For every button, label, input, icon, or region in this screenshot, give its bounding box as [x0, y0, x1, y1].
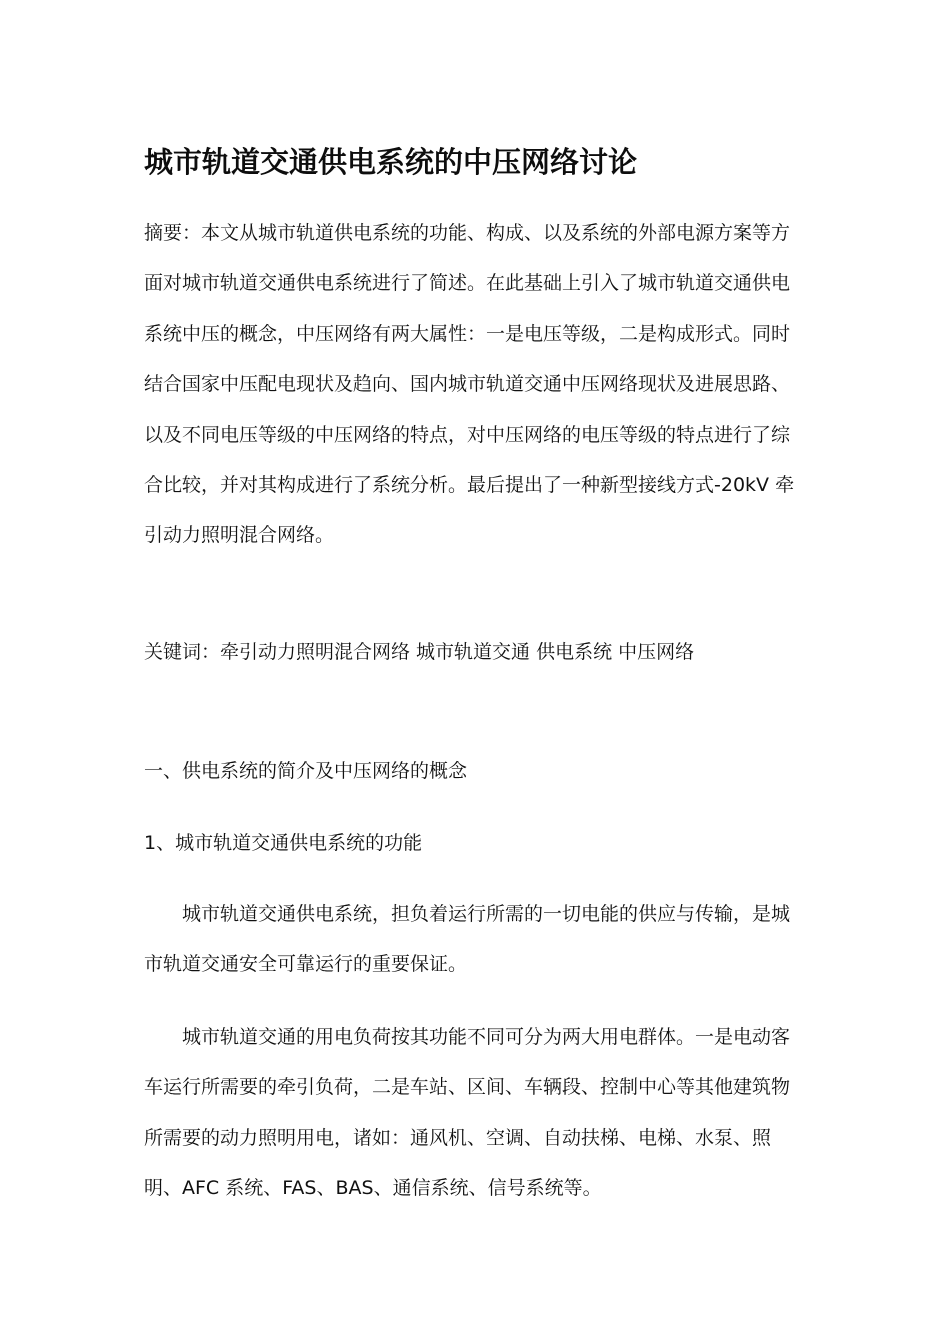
- keywords-line: 关键词：牵引动力照明混合网络 城市轨道交通 供电系统 中压网络: [144, 641, 695, 663]
- document-title: 城市轨道交通供电系统的中压网络讨论: [144, 145, 638, 179]
- section-heading: 一、供电系统的简介及中压网络的概念: [144, 760, 468, 782]
- body-paragraph-2: 城市轨道交通的用电负荷按其功能不同可分为两大用电群体。一是电动客车运行所需要的牵引负荷，二是车站、区间、车辆段、控制中心等其他建筑物所需要的动力照明用电，诸如：通风机、空调、自动扶梯、电梯、水泵、照明、AFC 系统、FAS、BAS、通信系统、信号系统等。: [144, 1026, 791, 1200]
- body-paragraph-1: 城市轨道交通供电系统，担负着运行所需的一切电能的供应与传输，是城市轨道交通安全可靠运行的重要保证。: [144, 903, 791, 976]
- abstract-paragraph: 摘要：本文从城市轨道供电系统的功能、构成、以及系统的外部电源方案等方面对城市轨道交通供电系统进行了简述。在此基础上引入了城市轨道交通供电系统中压的概念，中压网络有两大属性：一是电压等级，二是构成形式。同时结合国家中压配电现状及趋向、国内城市轨道交通中压网络现状及进展思路、以及不同电压等级的中压网络的特点，对中压网络的电压等级的特点进行了综合比较，并对其构成进行了系统分析。最后提出了一种新型接线方式-20kV 牵引动力照明混合网络。: [144, 222, 795, 547]
- subsection-heading: 1、城市轨道交通供电系统的功能: [144, 832, 423, 854]
